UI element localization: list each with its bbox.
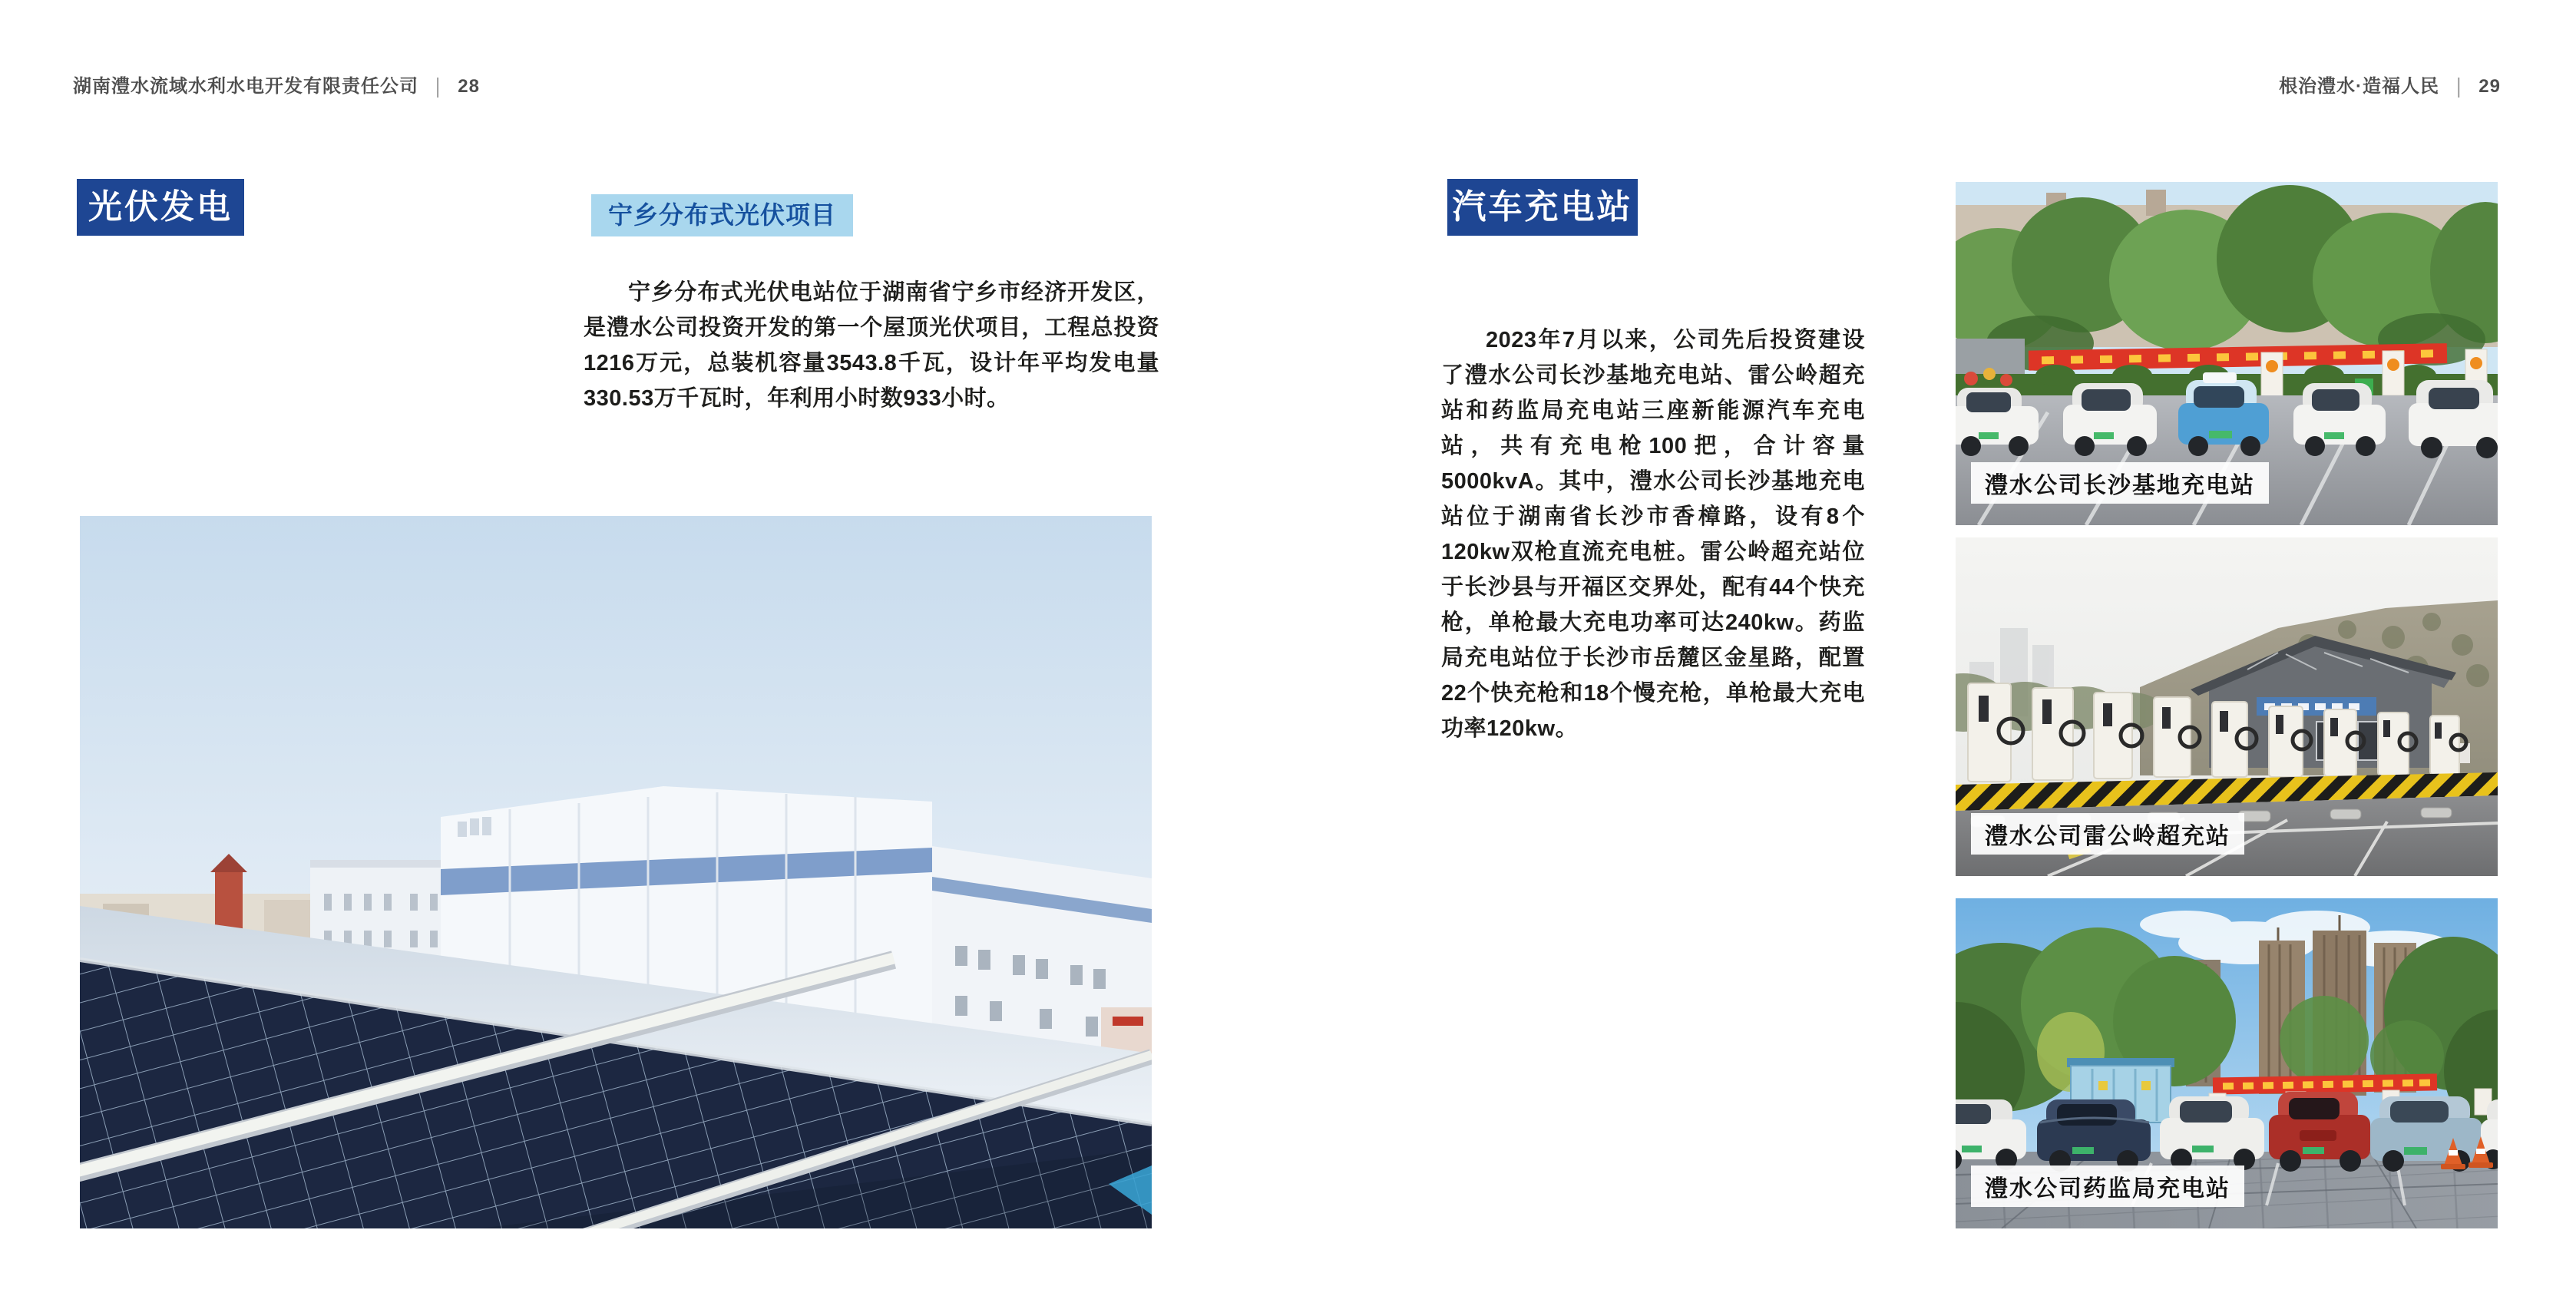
page-number-right: 29 bbox=[2478, 76, 2501, 97]
header-left bbox=[73, 71, 480, 98]
company-name: 湖南澧水流域水利水电开发有限责任公司 bbox=[73, 76, 418, 97]
photo-changsha-base-station bbox=[1956, 182, 2498, 525]
photovoltaic-paragraph: 宁乡分布式光伏电站位于湖南省宁乡市经济开发区，是澧水公司投资开发的第一个屋顶光伏项目，工程总投资1216万元，总装机容量3543.8千瓦，设计年平均发电量330.53万千瓦时，年利用小时数933小时。 bbox=[584, 280, 1159, 411]
slogan: 根治澧水·造福人民 bbox=[2279, 76, 2440, 97]
caption-changsha-base: 澧水公司长沙基地充电站 bbox=[1971, 462, 2269, 504]
caption-yaojianju: 澧水公司药监局充电站 bbox=[1971, 1165, 2244, 1207]
photo-yaojianju-station bbox=[1956, 898, 2498, 1228]
header-divider-left: | bbox=[435, 74, 441, 98]
page-number-left: 28 bbox=[458, 76, 480, 97]
charging-stations-paragraph: 2023年7月以来，公司先后投资建设了澧水公司长沙基地充电站、雷公岭超充站和药监局充电站三座新能源汽车充电站，共有充电枪100把，合计容量5000kvA。其中，澧水公司长沙基地充电站位于湖南省长沙市香樟路，设有8个120kw双枪直流充电桩。雷公岭超充站位于长沙县与开福区交界处，配有44个快充枪，单枪最大充电功率可达240kw。药监局充电站位于长沙市岳麓区金星路，配置22个快充枪和18个慢充枪，单枪最大充电功率120kw。 bbox=[1441, 328, 1865, 741]
header-divider-right: | bbox=[2456, 74, 2462, 98]
photo-leigongling-station bbox=[1956, 537, 2498, 876]
header-right bbox=[2279, 71, 2501, 98]
section-title-charging-stations: 汽车充电站 bbox=[1447, 179, 1638, 236]
photo-rooftop-solar-panels bbox=[80, 516, 1152, 1228]
section-title-photovoltaic: 光伏发电 bbox=[77, 179, 244, 236]
project-subtitle-ningxiang: 宁乡分布式光伏项目 bbox=[591, 194, 853, 236]
caption-leigongling: 澧水公司雷公岭超充站 bbox=[1971, 813, 2244, 855]
